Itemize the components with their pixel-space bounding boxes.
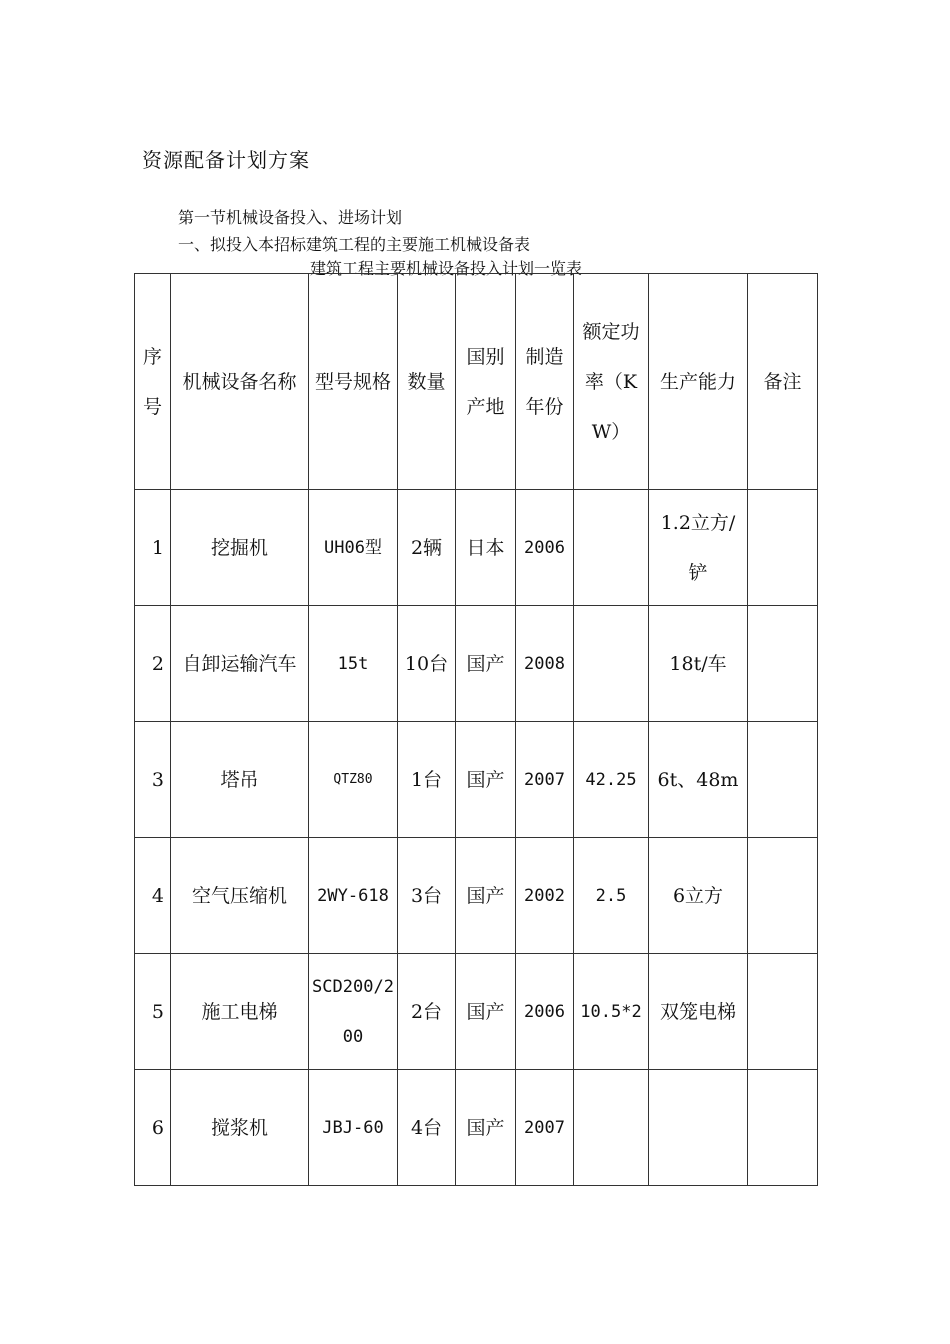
cell-year: 2002 bbox=[516, 838, 574, 954]
table-row bbox=[135, 606, 818, 722]
cell-power: 2.5 bbox=[574, 838, 649, 954]
cell-year: 2006 bbox=[516, 954, 574, 1070]
cell-no: 6 bbox=[135, 1070, 171, 1186]
cell-no: 5 bbox=[135, 954, 171, 1070]
cell-year: 2007 bbox=[516, 1070, 574, 1186]
cell-qty: 10台 bbox=[398, 606, 456, 722]
cell-qty: 3台 bbox=[398, 838, 456, 954]
cell-power bbox=[574, 490, 649, 606]
cell-model: 15t bbox=[309, 606, 398, 722]
cell-origin: 国产 bbox=[456, 954, 516, 1070]
table-row bbox=[135, 1070, 818, 1186]
cell-name: 挖掘机 bbox=[171, 490, 309, 606]
header-note: 备注 bbox=[748, 274, 818, 490]
cell-model: 2WY-618 bbox=[309, 838, 398, 954]
cell-no: 2 bbox=[135, 606, 171, 722]
cell-note bbox=[748, 606, 818, 722]
cell-power bbox=[574, 1070, 649, 1186]
table-caption: 建筑工程主要机械设备投入计划一览表 bbox=[310, 259, 583, 278]
equipment-table bbox=[134, 273, 818, 1186]
cell-note bbox=[748, 954, 818, 1070]
table-row bbox=[135, 722, 818, 838]
cell-capacity: 1.2立方/铲 bbox=[649, 490, 748, 606]
header-year: 制造年份 bbox=[516, 274, 574, 490]
cell-name: 塔吊 bbox=[171, 722, 309, 838]
cell-note bbox=[748, 1070, 818, 1186]
cell-model: SCD200/200 bbox=[309, 954, 398, 1070]
cell-no: 3 bbox=[135, 722, 171, 838]
section-heading: 第一节机械设备投入、进场计划 bbox=[178, 208, 403, 227]
cell-power: 42.25 bbox=[574, 722, 649, 838]
cell-year: 2006 bbox=[516, 490, 574, 606]
cell-origin: 日本 bbox=[456, 490, 516, 606]
cell-capacity: 6立方 bbox=[649, 838, 748, 954]
subsection-heading: 一、拟投入本招标建筑工程的主要施工机械设备表 bbox=[178, 235, 531, 254]
cell-model: JBJ-60 bbox=[309, 1070, 398, 1186]
header-origin: 国别产地 bbox=[456, 274, 516, 490]
header-qty: 数量 bbox=[398, 274, 456, 490]
cell-capacity: 18t/车 bbox=[649, 606, 748, 722]
cell-model: QTZ80 bbox=[309, 722, 398, 838]
cell-name: 自卸运输汽车 bbox=[171, 606, 309, 722]
cell-capacity: 双笼电梯 bbox=[649, 954, 748, 1070]
table-row bbox=[135, 838, 818, 954]
document-title: 资源配备计划方案 bbox=[142, 148, 310, 172]
cell-note bbox=[748, 722, 818, 838]
cell-no: 4 bbox=[135, 838, 171, 954]
table-row bbox=[135, 490, 818, 606]
header-model: 型号规格 bbox=[309, 274, 398, 490]
cell-note bbox=[748, 838, 818, 954]
cell-capacity bbox=[649, 1070, 748, 1186]
cell-name: 搅浆机 bbox=[171, 1070, 309, 1186]
cell-qty: 2辆 bbox=[398, 490, 456, 606]
table-row bbox=[135, 954, 818, 1070]
cell-qty: 4台 bbox=[398, 1070, 456, 1186]
header-power: 额定功率（KW） bbox=[574, 274, 649, 490]
cell-power: 10.5*2 bbox=[574, 954, 649, 1070]
table-header-row bbox=[135, 274, 818, 490]
cell-capacity: 6t、48m bbox=[649, 722, 748, 838]
cell-name: 施工电梯 bbox=[171, 954, 309, 1070]
cell-origin: 国产 bbox=[456, 1070, 516, 1186]
cell-year: 2007 bbox=[516, 722, 574, 838]
cell-year: 2008 bbox=[516, 606, 574, 722]
cell-no: 1 bbox=[135, 490, 171, 606]
cell-origin: 国产 bbox=[456, 722, 516, 838]
cell-origin: 国产 bbox=[456, 838, 516, 954]
cell-name: 空气压缩机 bbox=[171, 838, 309, 954]
cell-model: UH06型 bbox=[309, 490, 398, 606]
cell-qty: 1台 bbox=[398, 722, 456, 838]
cell-origin: 国产 bbox=[456, 606, 516, 722]
header-no: 序号 bbox=[135, 274, 171, 490]
header-name: 机械设备名称 bbox=[171, 274, 309, 490]
header-capacity: 生产能力 bbox=[649, 274, 748, 490]
cell-power bbox=[574, 606, 649, 722]
cell-note bbox=[748, 490, 818, 606]
cell-qty: 2台 bbox=[398, 954, 456, 1070]
